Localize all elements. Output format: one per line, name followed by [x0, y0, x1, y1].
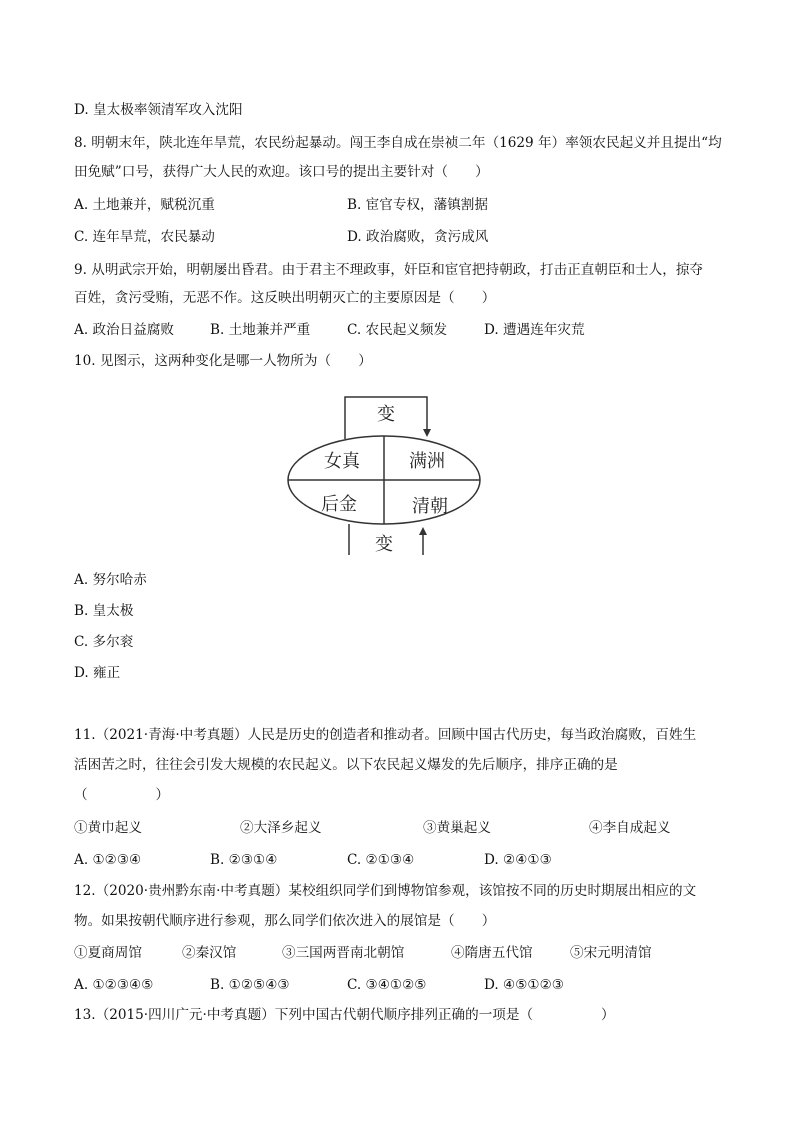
q9-option-d: D. 遭遇连年灾荒: [484, 322, 585, 338]
diagram-cell-nuzhen: 女真: [324, 451, 360, 472]
q9-option-a: A. 政治日益腐败: [74, 322, 175, 338]
q13-stem-line1: 13.（2015·四川广元·中考真题）下列中国古代朝代顺序排列正确的一项是（ ）: [74, 1007, 615, 1023]
q12-stem-line2: 物。如果按朝代顺序进行参观，那么同学们依次进入的展馆是（ ）: [74, 913, 496, 929]
q9-option-c: C. 农民起义频发: [347, 322, 448, 338]
diagram-cell-manzhou: 满洲: [409, 451, 445, 472]
q11-item-4: ④李自成起义: [589, 820, 671, 836]
q12-item-4: ④隋唐五代馆: [451, 945, 533, 961]
q12-item-5: ⑤宋元明清馆: [570, 945, 652, 961]
q11-stem-line3: （ ）: [74, 787, 170, 803]
q12-item-1: ①夏商周馆: [74, 945, 142, 961]
q10-option-d: D. 雍正: [74, 665, 121, 681]
q8-option-b: B. 宦官专权，藩镇割据: [347, 197, 488, 213]
q12-item-3: ③三国两晋南北朝馆: [282, 945, 405, 961]
q11-item-1: ①黄巾起义: [74, 820, 142, 836]
q7-option-d: D. 皇太极率领清军攻入沈阳: [74, 102, 243, 118]
diagram-cell-houjin: 后金: [321, 494, 357, 515]
q8-stem-line2: 田免赋”口号，获得广大人民的欢迎。该口号的提出主要针对（ ）: [74, 164, 489, 180]
q12-option-a: A. ①②③④⑤: [74, 977, 154, 993]
q10-option-b: B. 皇太极: [74, 603, 134, 619]
q12-option-b: B. ①②⑤④③: [210, 977, 290, 993]
q10-option-c: C. 多尔衮: [74, 634, 134, 650]
q11-option-b: B. ②③①④: [210, 852, 278, 868]
q12-option-c: C. ③④①②⑤: [347, 977, 427, 993]
q12-item-2: ②秦汉馆: [182, 945, 237, 961]
q9-stem-line1: 9. 从明武宗开始，明朝屡出昏君。由于君主不理政事，奸臣和宦官把持朝政，打击正直朝臣和士人，掠夺: [74, 262, 704, 278]
q11-stem-line2: 活困苦之时，往往会引发大规模的农民起义。以下农民起义爆发的先后顺序，排序正确的是: [74, 757, 618, 773]
q11-option-a: A. ①②③④: [74, 852, 142, 868]
q10-diagram: [287, 393, 487, 553]
q8-option-c: C. 连年旱荒，农民暴动: [74, 229, 215, 245]
q11-stem-line1: 11.（2021·青海·中考真题）人民是历史的创造者和推动者。回顾中国古代历史，每当政治腐败，百姓生: [74, 727, 697, 743]
q10-stem-line1: 10. 见图示，这两种变化是哪一人物所为（ ）: [74, 353, 372, 369]
q8-option-a: A. 土地兼并，赋税沉重: [74, 197, 215, 213]
q11-item-2: ②大泽乡起义: [240, 820, 322, 836]
q11-option-d: D. ②④①③: [484, 852, 552, 868]
q8-option-d: D. 政治腐败，贪污成风: [347, 229, 489, 245]
q12-stem-line1: 12.（2020·贵州黔东南·中考真题）某校组织同学们到博物馆参观，该馆按不同的历史时期展出相应的文: [74, 883, 697, 899]
q8-stem-line1: 8. 明朝末年，陕北连年旱荒，农民纷起暴动。闯王李自成在崇祯二年（1629 年）率领农民起义并且提出“均: [74, 135, 722, 151]
diagram-bottom-label: 变: [375, 534, 393, 555]
q10-option-a: A. 努尔哈赤: [74, 572, 147, 588]
q11-option-c: C. ②①③④: [347, 852, 415, 868]
bottom-arrow-head: [419, 527, 427, 535]
diagram-top-label: 变: [377, 404, 395, 425]
q12-option-d: D. ④⑤①②③: [484, 977, 564, 993]
q10-diagram-svg: [287, 393, 487, 553]
q9-option-b: B. 土地兼并严重: [210, 322, 311, 338]
diagram-cell-qingchao: 清朝: [412, 496, 448, 517]
q11-item-3: ③黄巢起义: [423, 820, 491, 836]
q9-stem-line2: 百姓，贪污受贿，无恶不作。这反映出明朝灭亡的主要原因是（ ）: [74, 290, 496, 306]
top-arrow-head: [423, 429, 431, 437]
